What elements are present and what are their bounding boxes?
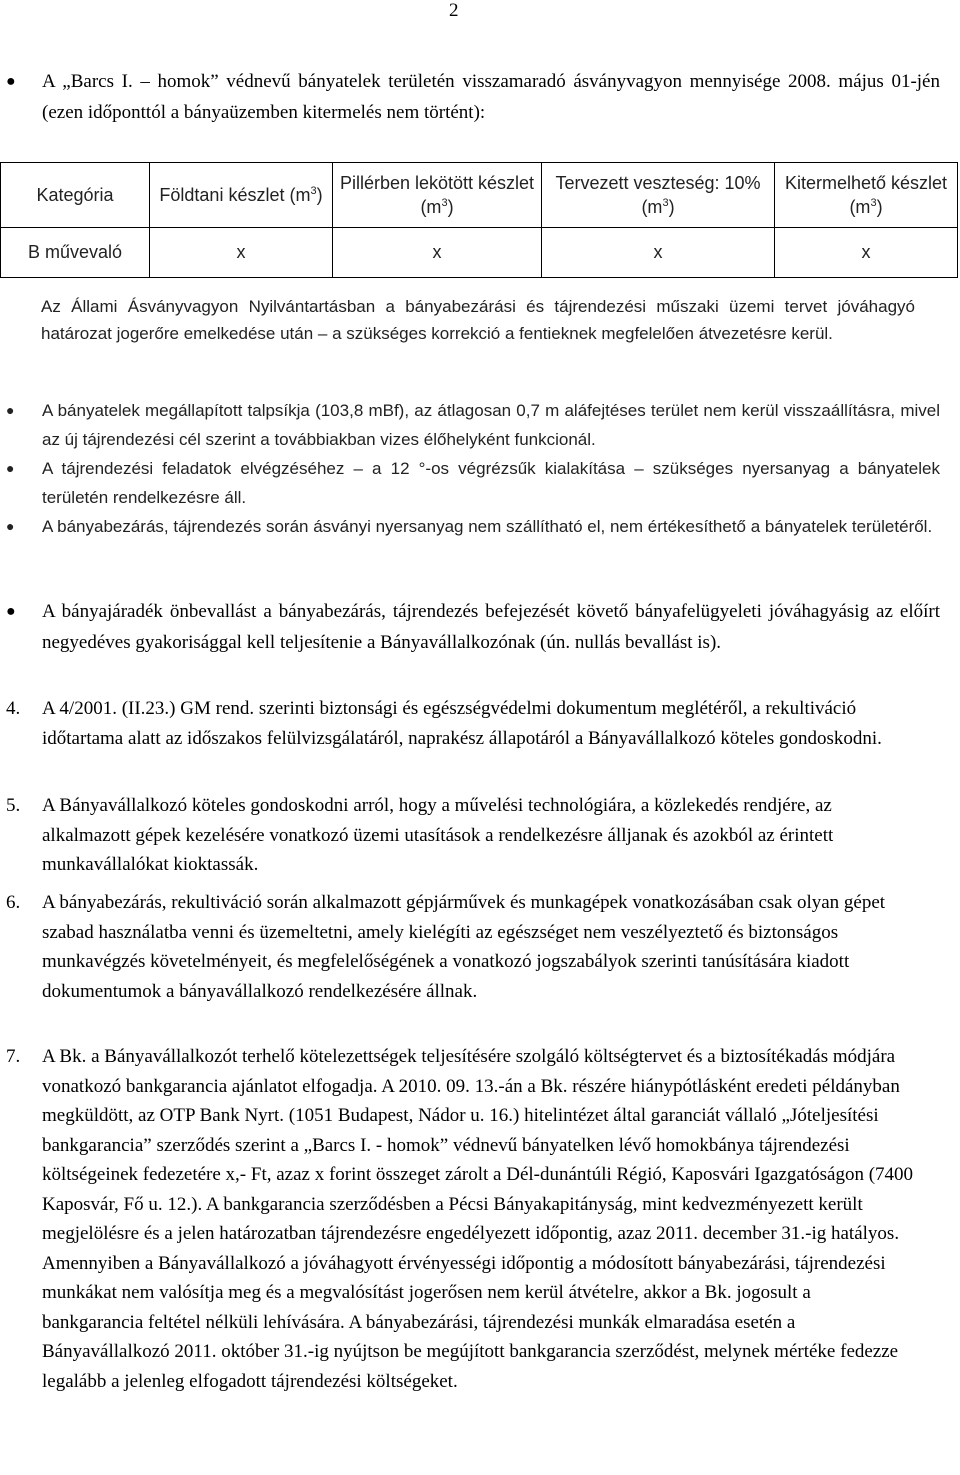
list-item	[6, 596, 940, 658]
list-item	[6, 66, 940, 128]
numbered-item-4	[6, 694, 914, 753]
registry-note: Az Állami Ásványvagyon Nyilvántartásban a bányabezárási és tájrendezési műszaki üzemi tervet jóváhagyó határozat jogerőre emelkedése után – a szükséges korrekció a fentieknek megfelelően átvezetésre kerül.	[41, 297, 915, 343]
intro-bullet-list	[6, 66, 940, 128]
cell-extractable: x	[775, 228, 958, 278]
cell-pillar: x	[333, 228, 542, 278]
header-extractable: Kitermelhető készlet $(m^3)$	[775, 163, 958, 228]
page-number: 2	[449, 0, 459, 21]
numbered-item-5	[6, 791, 914, 880]
list-item	[6, 512, 940, 541]
bullet-dot-icon: ●	[6, 603, 16, 620]
bullet-dot-icon: ●	[6, 402, 15, 418]
bullet-text: A „Barcs I. – homok” védnevű bányatelek területén visszamaradó ásványvagyon mennyisége 2008. május 01-jén (ezen időponttól a bányaüzemben kitermelés nem történt):	[42, 71, 940, 123]
table-header-row	[1, 163, 958, 228]
item-text: A 4/2001. (II.23.) GM rend. szerinti biztonsági és egészségvédelmi dokumentum meglétéről, a rekultiváció időtartama alatt az időszakos felülvizsgálatáról, naprakész állapotáról a Bányavállalkozó köteles gondoskodni.	[42, 698, 882, 749]
cell-geological: x	[150, 228, 333, 278]
item-number: 7.	[6, 1046, 21, 1067]
bullet-text: A bányabezárás, tájrendezés során ásványi nyersanyag nem szállítható el, nem értékesíthető a bányatelek területéről.	[42, 517, 933, 536]
table-row	[1, 228, 958, 278]
royalty-bullet-list	[6, 596, 940, 658]
item-number: 6.	[6, 892, 21, 913]
bullet-text: A bányatelek megállapított talpsíkja (103,8 mBf), az átlagosan 0,7 m aláfejtéses terület nem kerül visszaállításra, mivel az új tájrendezési cél szerint a továbbiakban vizes élőhelyként funkcionál.	[42, 401, 940, 449]
header-geological: Földtani készlet $(m^3)$	[150, 163, 333, 228]
bullet-text: A tájrendezési feladatok elvégzéséhez – a 12 °-os végrézsűk kialakítása – szükséges nyersanyag a bányatelek területén rendelkezésre áll.	[42, 459, 940, 507]
header-category: Kategória	[1, 163, 150, 228]
bullet-dot-icon: ●	[6, 460, 15, 476]
sans-bullet-list	[6, 396, 940, 541]
item-text: A Bk. a Bányavállalkozót terhelő kötelezettségek teljesítésére szolgáló költségtervet és a biztosítékadás módjára vonatkozó bankgarancia ajánlatot elfogadja. A 2010. 09. 13.-án a Bk. részére hiánypótlásként eredeti példányban megküldött, az OTP Bank Nyrt. (1051 Budapest, Nádor u. 16.) hitelintézet által garanciát vállaló „Jóteljesítési bankgarancia” szerződés szerint a „Barcs I. - homok” védnevű bányatelken lévő homokbánya tájrendezési költségeinek fedezetére x,- Ft, azaz x forint összeget zárolt a Dél-dunántúli Régió, Kaposvári Igazgatóságon (7400 Kaposvár, Fő u. 12.). A bankgarancia szerződésben a Pécsi Bányakapitányság, mint kedvezményezett került megjelölésre és a jelen határozatban tájrendezésre engedélyezett időpontig, azaz 2011. december 31.-ig hatályos. Amennyiben a Bányavállalkozó a jóváhagyott érvényességi időpontig a módosított bányabezárási, tájrendezési munkákat nem valósítja meg és a megvalósítást jogerősen nem kerül átvételre, akkor a Bk. jogosult a bankgarancia feltétel nélküli lehívására. A bányabezárási, tájrendezési munkák elmaradása esetén a Bányavállalkozó 2011. október 31.-ig nyújtson be megújított bankgarancia szerződést, melynek mértéke fedezze legalább a jelenleg elfogadott tájrendezési költségeket.	[42, 1046, 914, 1392]
item-number: 4.	[6, 698, 21, 719]
numbered-item-7	[6, 1042, 914, 1396]
cell-category: B művevaló	[1, 228, 150, 278]
header-loss: Tervezett veszteség: 10% $(m^3)$	[542, 163, 775, 228]
item-text: A bányabezárás, rekultiváció során alkalmazott gépjárművek és munkagépek vonatkozásában csak olyan gépet szabad használatba venni és üzemeltetni, amely kielégíti az egészséget nem veszélyeztető és biztonságos munkavégzés követelményeit, és megfelelőségének a vonatkozó jogszabályok szerinti tanúsítására kiadott dokumentumok a bányavállalkozó rendelkezésére állnak.	[42, 892, 886, 1002]
bullet-dot-icon: ●	[6, 73, 16, 90]
list-item	[6, 396, 940, 454]
item-text: A Bányavállalkozó köteles gondoskodni arról, hogy a művelési technológiára, a közlekedés rendjére, az alkalmazott gépek kezelésére vonatkozó üzemi utasítások a rendelkezésre álljanak és azokból az érintett munkavállalókat kioktassák.	[42, 795, 834, 875]
reserve-table	[0, 162, 958, 278]
cell-loss: x	[542, 228, 775, 278]
header-pillar: Pillérben lekötött készlet $(m^3)$	[333, 163, 542, 228]
bullet-dot-icon: ●	[6, 518, 15, 534]
list-item	[6, 454, 940, 512]
numbered-item-6	[6, 888, 914, 1006]
item-number: 5.	[6, 795, 21, 816]
bullet-text: A bányajáradék önbevallást a bányabezárás, tájrendezés befejezését követő bányafelügyeleti jóváhagyásig az előírt negyedéves gyakorisággal kell teljesítenie a Bányavállalkozónak (ún. nullás bevallást is).	[42, 601, 940, 653]
